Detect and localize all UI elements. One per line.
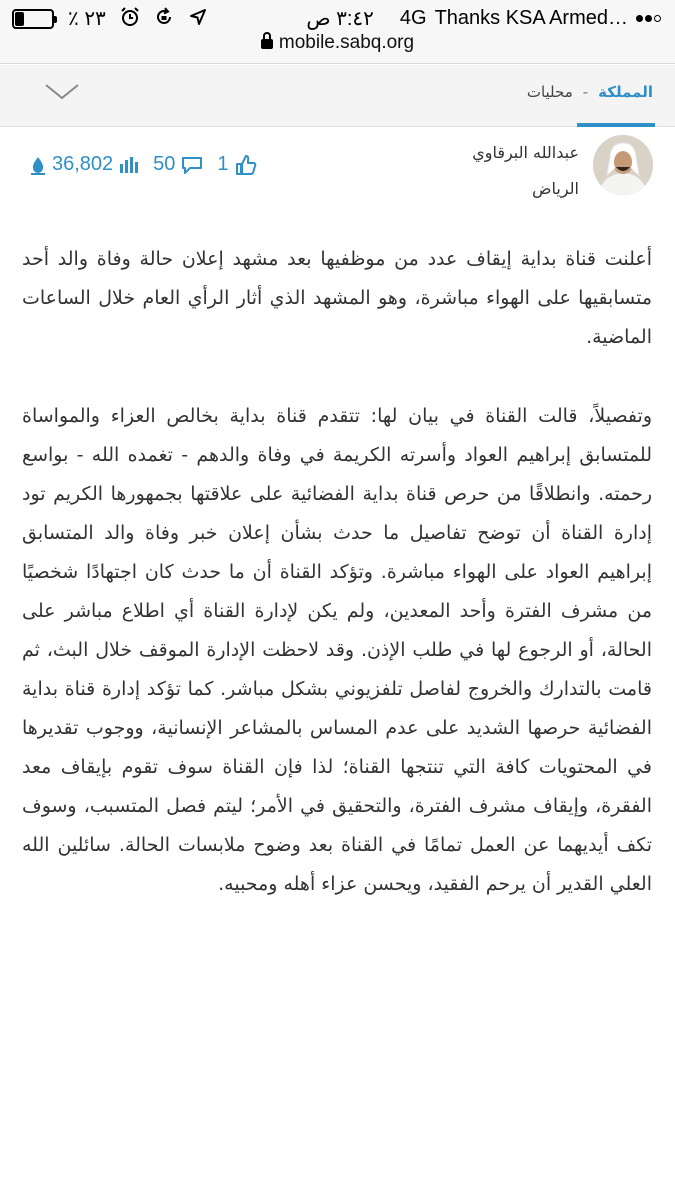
status-bar — [0, 0, 675, 64]
address-bar[interactable] — [0, 32, 675, 54]
battery-icon — [12, 9, 54, 29]
clock-time: ٣:٤٢ ص — [306, 8, 374, 30]
comments-stat[interactable] — [153, 153, 203, 176]
carrier-name: Thanks KSA Armed… — [434, 7, 628, 29]
article-stats — [30, 153, 257, 176]
location-arrow-icon — [188, 7, 208, 31]
article-paragraph: أعلنت قناة بداية إيقاف عدد من موظفيها بعد مشهد إعلان حالة وفاة والد أحد متسابقيها على الهواء مباشرة، وهو المشهد الذي أثار الرأي العام خلال الساعات الماضية. — [22, 248, 652, 348]
breadcrumb-separator: - — [582, 83, 589, 101]
network-type: 4G — [399, 7, 427, 29]
bar-chart-icon — [119, 156, 139, 174]
views-stat — [30, 153, 139, 176]
rotation-lock-icon — [154, 7, 174, 31]
battery-fill — [15, 12, 24, 26]
author-location: الرياض — [532, 179, 579, 198]
likes-count: 1 — [217, 153, 229, 175]
active-section-underline — [577, 123, 655, 127]
author-name[interactable]: عبدالله البرقاوي — [472, 143, 579, 162]
breadcrumb-section[interactable]: المملكة — [598, 83, 653, 101]
article-body — [22, 240, 652, 944]
status-right-group — [306, 6, 661, 31]
breadcrumb — [527, 83, 653, 101]
breadcrumb-bar — [0, 65, 675, 127]
alarm-icon — [120, 7, 140, 31]
comments-count: 50 — [153, 153, 176, 175]
views-count: 36,802 — [52, 153, 114, 175]
status-left-group — [12, 6, 208, 31]
url-text: mobile.sabq.org — [278, 32, 415, 53]
chevron-down-icon[interactable] — [44, 81, 80, 103]
author-row — [0, 135, 675, 213]
avatar[interactable] — [593, 135, 653, 195]
comment-bubble-icon — [181, 155, 203, 175]
signal-dots-icon — [636, 15, 661, 22]
likes-stat[interactable] — [217, 153, 256, 176]
article-paragraph: وتفصيلاً، قالت القناة في بيان لها: تتقدم قناة بداية بخالص العزاء والمواساة للمتسابق إبراهيم العواد وأسرته الكريمة في وفاة والدهم - تغمده الله - بواسع رحمته. وانطلاقًا من حرص قناة بداية الفضائية على علاقتها بجمهورها الكريم تود إدارة القناة أن توضح تفاصيل ما حدث بشأن إعلان خبر وفاة والد المتسابق إبراهيم العواد على الهواء مباشرة. وتؤكد القناة أن ما حدث كان اجتهادًا شخصيًا من مشرف الفترة وأحد المعدين، ولم يكن لإدارة القناة أي اطلاع مباشر على الحالة، أو الرجوع لها في طلب الإذن. وقد لاحظت الإدارة الموقف خلال البث، ثم قامت بالتدارك والخروج لفاصل تلفزيوني بشكل مباشر. كما تؤكد إدارة قناة بداية الفضائية حرصها الشديد على عدم المساس بالمشاعر الإنسانية، ووجوب تقديرها في المحتويات كافة التي تنتجها القناة؛ لذا فإن القناة سوف تقوم بإيقاف معد الفقرة، وإيقاف مشرف الفترة، والتحقيق في الأمر؛ ليتم فصل المتسبب، وسوف تكف أيديهما عن العمل تمامًا في القناة بعد وضوح ملابسات الحالة. سائلين الله العلي القدير أن يرحم الفقيد، ويحسن عزاء أهله ومحبيه. — [22, 405, 652, 895]
drop-icon — [30, 155, 46, 175]
lock-icon — [261, 39, 273, 49]
breadcrumb-subsection[interactable]: محليات — [526, 83, 573, 101]
battery-percent: ٪ ٢٣ — [68, 8, 106, 30]
thumbs-up-icon — [235, 154, 257, 176]
